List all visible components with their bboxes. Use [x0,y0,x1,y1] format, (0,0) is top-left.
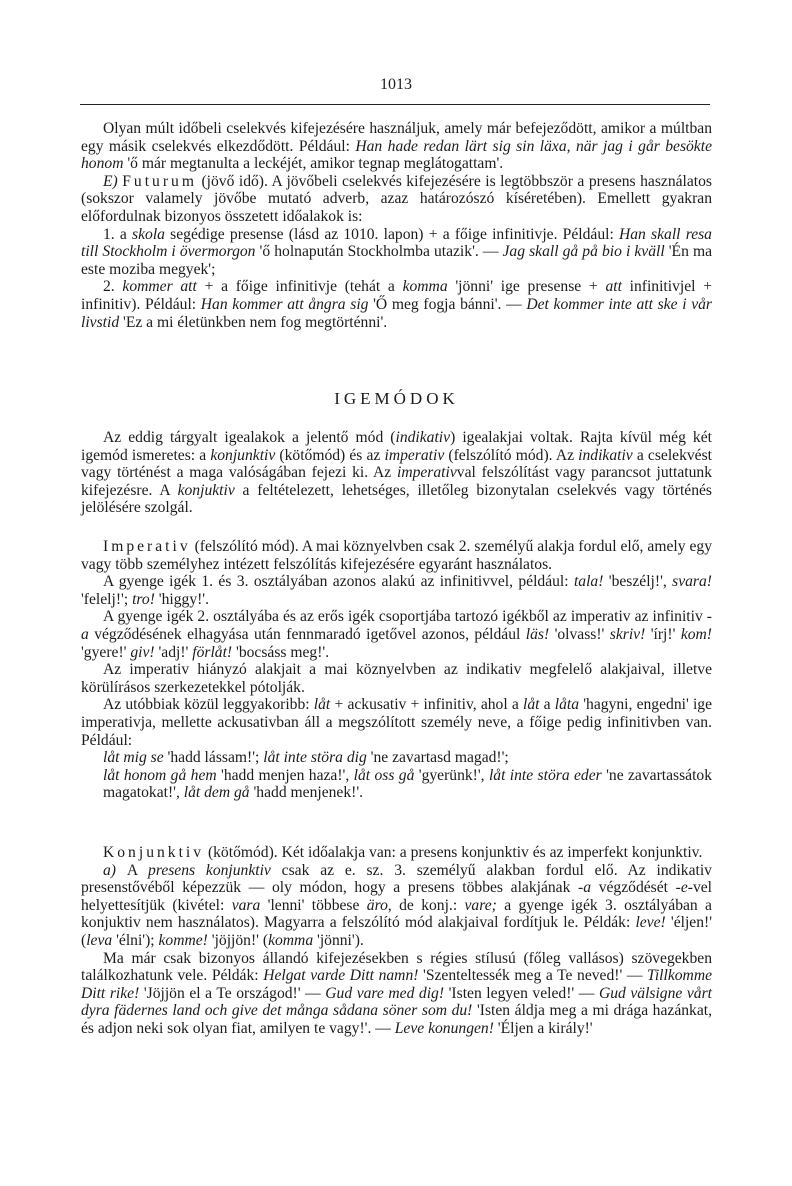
text-run: 'Ő meg fogja bánni'. — [368,295,527,313]
text-run: Imperativ [103,538,191,555]
text-run: komma [268,931,314,949]
p-imperativ-ex1 [81,749,712,767]
text-run: 'hadd lássam!'; [163,749,264,767]
p-futurum-2 [81,278,712,331]
text-run: -vel helyettesítjük (kivétel: [81,879,713,914]
text-run: Olyan múlt időbeli cselekvés kifejezésére használjuk, amely már befejeződött, amikor a múltban egy másik cselekvés elkezdődött. Például: [81,120,712,155]
text-run: att [605,278,622,296]
text-run: 'ne zavartasd magad!'; [366,749,509,767]
text-run: förlåt! [192,643,233,661]
text-run: låt mig se [103,749,164,767]
text-run: svara! [672,573,712,591]
p-imperativ-hianyzo [81,661,712,696]
text-run: Helgat varde Ditt namn! [263,967,419,985]
p-futurum-1 [81,226,712,279]
text-run: csak az e. sz. 3. személyű alakban fordul elő. Az indikativ presenstővéből képezzük — oly módon, hogy a presens többes alakjának - [81,861,712,897]
text-run: Futurum [122,172,197,190]
futurum-section [81,120,712,331]
text-run: 'higgy!'. [154,590,210,608]
text-run: 'hadd menjen haza!', [216,766,354,784]
p-imperativ-gyenge [81,573,712,608]
text-run: 'adj!' [154,643,193,661]
text-run: 'Jöjjön el a Te országod!' — [139,984,326,1002]
text-run: (jövő idő). A jövőbeli cselekvés kifejezésére is legtöbbször a presens használatos (sokszor valamely jövőbe mutató adverb, azaz határozószó kíséretében). Emellett gyakran előfordulnak bizonyos összetett időalakok is: [81,172,712,225]
text-run: konjunktiv [210,446,276,464]
text-run: vara [231,896,261,914]
text-run: 'olvass!' [549,625,610,643]
text-run: a gyenge igék 3. osztályában a konjuktiv nem használatos). Magyarra a felszólító mód alakjaival fordítjuk le. Példák: [81,896,712,932]
p-futurum [81,173,712,226]
p-modes-intro [81,429,712,517]
text-run: 'felelj!'; [81,590,133,608]
text-run: imperativ [397,464,457,482]
text-run: (felszólító mód). A mai köznyelvben csak 2. személyű alakja fordul elő, amely egy vagy több személyhez intézett felszólítás kifejezésére egyaránt használatos. [81,538,712,573]
text-run: végződésének elhagyása után fennmaradó igetővel azonos, például [88,625,526,643]
text-run: 'éljen!' ( [81,914,712,949]
text-run: Tillkomme Ditt rike! [81,967,713,1002]
text-run: 'jöjjön!' ( [207,931,269,949]
p-imperativ-ex2 [81,767,712,802]
text-run: komma [402,278,448,296]
text-run: Gud vare med dig! [325,984,445,1002]
text-run: Ma már csak bizonyos állandó kifejezésekben s régies stílusú (főleg vallásos) szövegekben találkozhatunk vele. Példák: [81,949,712,985]
text-run: låta [554,696,580,714]
text-run: skola [132,225,165,243]
text-run: Han hade redan lärt sig sin läxa, när jag i går besökte honom [81,137,712,173]
text-run: ) igealakjai voltak. Rajta kívül még két igemód ismeretes: a [81,429,712,464]
text-run: indikativ [395,429,451,446]
text-run: 'Szenteltessék meg a Te neved!' — [418,967,648,985]
text-run: 'ő már megtanulta a leckéjét, amikor tegnap meglátogattam'. [123,155,504,173]
text-run: imperativ [384,446,445,464]
text-run: 'beszélj!', [603,573,673,591]
text-run: A gyenge igék 2. osztályába és az erős igék csoportjába tartozó igékből az imperativ az infinitiv - [103,608,712,626]
imperativ-section [81,538,712,802]
text-run: 'gyerünk!', [414,766,489,784]
text-run: + ackusativ + infinitiv, ahol a [330,696,523,714]
text-run: låt honom gå hem [103,766,217,784]
text-run: 'Én ma este moziba megyek'; [81,243,712,278]
text-run: 'ő holnapután Stockholmba utazik'. — [255,243,503,261]
text-run: låt inte störa dig [263,749,367,767]
text-run: 2. [103,278,123,296]
text-run: + a főige infinitivje (tehát a [196,278,403,296]
p-konjunktiv-allando [81,950,712,1038]
text-run: , de konj.: [387,896,465,914]
text-run: E) [103,172,123,190]
text-run: Jag skall gå på bio i kväll [502,243,665,261]
header-rule [80,104,710,105]
text-run: 'írj!' [645,625,681,643]
text-run: val felszólítást vagy parancsot juttatunk kifejezésre. A [81,464,712,499]
text-run: (kötőmód) és az [275,446,385,464]
text-run: låt [313,696,331,714]
text-run: A [126,861,149,879]
text-run: låt dem gå [183,784,250,802]
text-run: Az utóbbiak közül leggyakoribb: [103,696,314,714]
p-imperativ [81,538,712,573]
igemodok-heading-block [81,390,712,408]
text-run: 'hadd menjenek!'. [249,784,364,802]
text-run: presens konjunktiv [148,861,271,879]
text-run: infinitivjel + infinitiv). Például: [81,278,712,313]
text-run: komme! [158,931,208,949]
text-run: tro! [132,590,155,608]
p-konjunktiv-a [81,862,712,950]
text-run: a [539,696,555,714]
text-run: låt inte störa eder [488,766,602,784]
p-intro [81,120,712,173]
p-konjunktiv [81,844,712,862]
text-run: 'Éljen a király!' [493,1019,593,1037]
text-run: Az eddig tárgyalt igealakok a jelentő mód ( [103,429,396,446]
text-run: skriv! [609,625,646,643]
text-run: (felszólító mód). Az [444,446,579,464]
text-run: vare; [464,896,497,914]
text-run: läs! [525,625,550,643]
text-run: 'bocsáss meg!'. [232,643,330,661]
text-run: végződését - [591,879,681,897]
konjunktiv-section [81,844,712,1038]
text-run: Han skall resa till Stockholm i övermorgon [81,225,712,261]
text-run: kommer att [122,278,197,296]
text-run: a [81,625,89,643]
text-run: äro [366,896,388,914]
text-run: Han kommer att ångra sig [200,295,369,313]
text-run: Leve konungen! [394,1019,494,1037]
text-run: indikativ [578,446,633,464]
text-run: Az imperativ hiányzó alakjait a mai köznyelvben az indikativ megfelelő alakjaival, illetve körülírásos szerkezetekkel pótolják. [81,661,712,696]
text-run: 'jönni' ige presense + [447,278,606,296]
text-run: leva [86,931,113,949]
text-run: a cselekvést vagy történést a maga valóságában fejezi ki. Az [81,446,712,482]
text-run: 'lenni' többese [260,896,367,914]
text-run: 'élni'); [112,931,159,949]
text-run: tala! [573,573,604,591]
page-number: 1013 [380,76,412,93]
text-run: (kötőmód). Két időalakja van: a presens konjunktiv és az imperfekt konjunktiv. [204,844,703,861]
text-run: 'Isten legyen veled!' — [444,984,599,1002]
text-run: konjuktiv [177,481,235,499]
text-run: 'Ez a mi életünkben nem fog megtörténni'. [119,313,388,331]
text-run: a) [103,861,127,879]
text-run: segédige presense (lásd az 1010. lapon) + a főige infinitivje. Például: [164,225,619,243]
text-run: giv! [130,643,155,661]
text-run: Konjunktiv [103,844,205,861]
igemodok-intro [81,429,712,517]
text-run: låt oss gå [353,766,415,784]
text-run: kom! [680,625,712,643]
text-run: 'Isten áldja meg a mi drága hazánkat, és adjon neki sok olyan fiat, amilyen te vagy!'. — [81,1002,712,1037]
p-imperativ-eros [81,608,712,661]
text-run: 'gyere!' [81,643,131,661]
text-run: a feltételezett, lehetséges, illetőleg bizonytalan cselekvés vagy történés jelölésére szolgál. [81,481,713,517]
text-run: låt [523,696,540,714]
text-run: 1. a [103,225,133,243]
text-run: Gud välsigne vårt dyra fädernes land och give det många sådana söner som du! [81,984,713,1020]
text-run: Det kommer inte att ske i vår livstid [81,295,712,331]
p-imperativ-lat [81,696,712,749]
text-run: 'jönni'). [313,931,364,949]
text-run: 'ne zavartassátok magatokat!', [103,766,712,802]
text-run: leve! [635,914,666,932]
text-run: e [680,879,688,897]
text-run: A gyenge igék 1. és 3. osztályában azonos alakú az infinitivvel, például: [103,573,574,591]
text-run: 'hagyni, engedni' ige imperativja, mellette ackusativban áll a megszólított személy neve, a főige pedig infinitivben van. Például: [81,696,712,749]
text-run: a [583,879,592,897]
section-heading: IGEMÓDOK [334,389,459,408]
